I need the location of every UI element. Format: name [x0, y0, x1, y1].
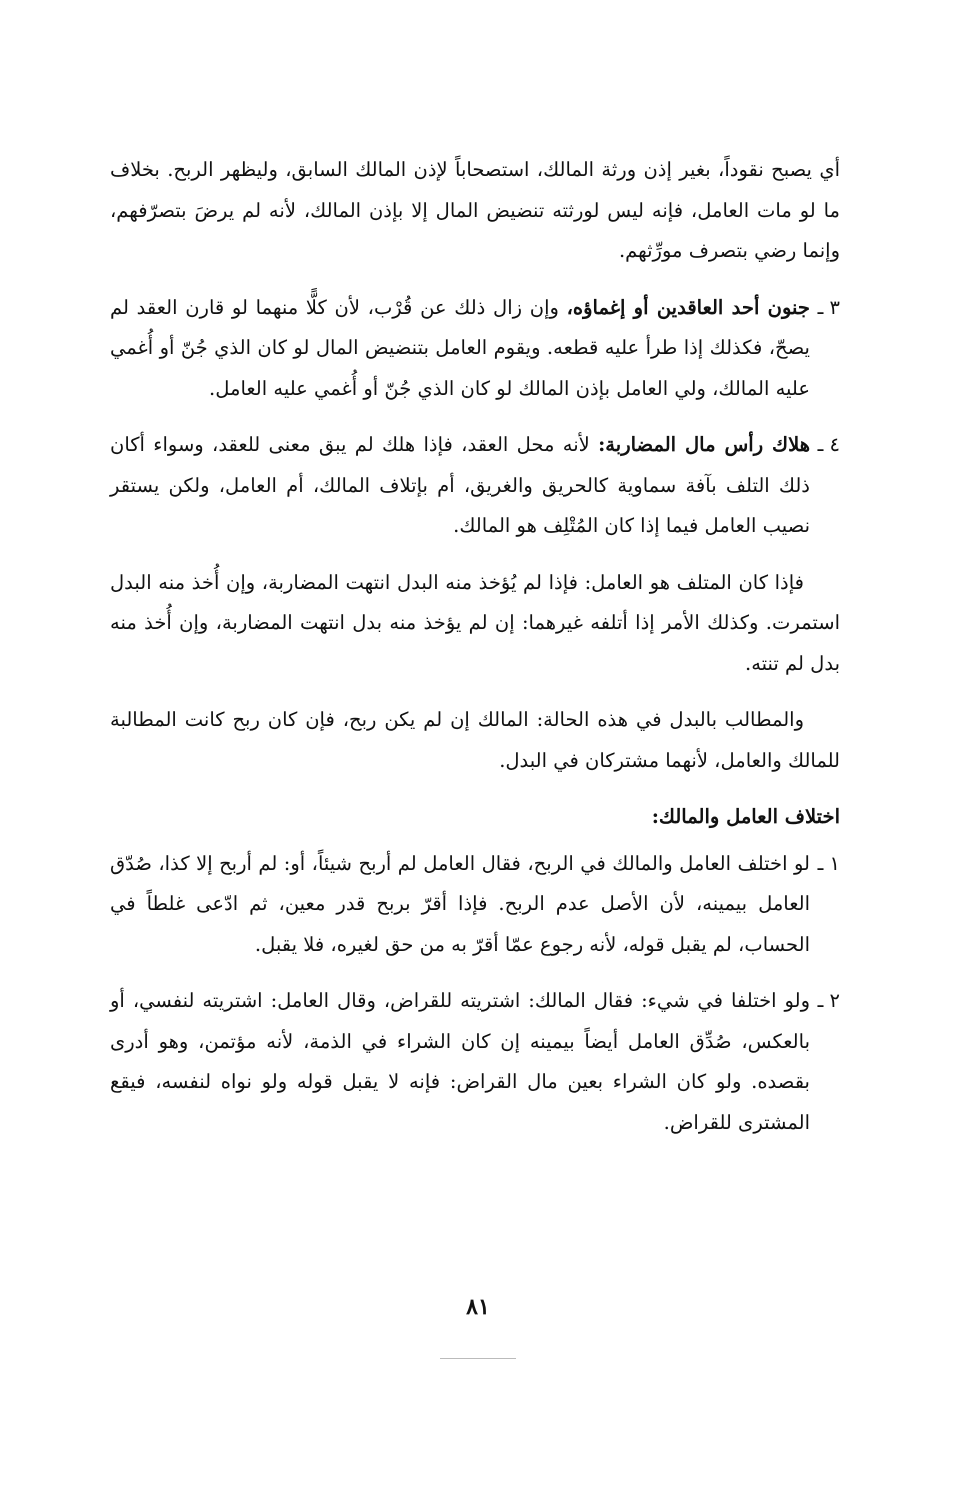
intro-paragraph: أي يصبح نقوداً، بغير إذن ورثة المالك، استصحاباً لإذن المالك السابق، وليظهر الربح. بخلاف ما لو مات العامل، فإنه ليس لورثته تنضيض المال إلا بإذن المالك، لأنه لم يرضَ بتصرّفهم، وإنما رضي بتصرف مورِّثهم.: [110, 158, 840, 262]
list-item-3: [110, 288, 840, 410]
item-body: [110, 425, 810, 547]
item-number: ٢ ـ: [817, 989, 840, 1012]
item-title: جنون أحد العاقدين أو إغماؤه،: [566, 295, 810, 319]
destroyer-paragraph: فإذا كان المتلف هو العامل: فإذا لم يُؤخذ منه البدل انتهت المضاربة، وإن أُخذ منه البدل استمرت. وكذلك الأمر إذا أتلفه غيرهما: إن لم يؤخذ منه بدل انتهت المضاربة، وإن أُخذ منه بدل لم تنته.: [110, 570, 840, 675]
item-text: ولو اختلفا في شيء: فقال المالك: اشتريته للقراض، وقال العامل: اشتريته لنفسي، أو بالعكس، صُدِّق العامل أيضاً بيمينه إن كان الشراء في الذمة، لأنه مؤتمن، وهو أدرى بقصده. ولو كان الشراء بعين مال القراض: فإنه لا يقبل قوله ولو نواه لنفسه، فيقع المشترى للقراض.: [110, 989, 810, 1134]
item-text: لو اختلف العامل والمالك في الربح، فقال العامل لم أربح شيئاً، أو: لم أربح إلا كذا، صُدّق العامل بيمينه، لأن الأصل عدم الربح. فإذا أقرّ بربح قدر معين، ثم ادّعى غلطاً في الحساب، لم يقبل قوله، لأنه رجوع عمّا أقرّ به من حق لغيره، فلا يقبل.: [110, 851, 810, 956]
section-heading: اختلاف العامل والمالك:: [651, 805, 840, 828]
list-item-dispute-1: [110, 844, 840, 966]
claimant-paragraph: والمطالب بالبدل في هذه الحالة: المالك إن لم يكن ربح، فإن كان ربح كانت المطالبة للمالك والعامل، لأنهما مشتركان في البدل.: [110, 708, 840, 772]
item-number: ١ ـ: [817, 851, 840, 875]
item-number: ٣ ـ: [817, 295, 840, 319]
list-item-4: [110, 425, 840, 547]
item-title: هلاك رأس مال المضاربة:: [598, 433, 811, 456]
list-item-dispute-2: [110, 981, 840, 1143]
item-number: ٤ ـ: [817, 433, 840, 456]
page-text: [110, 150, 840, 1159]
item-body: [110, 288, 810, 410]
page-number: ٨١: [466, 1294, 490, 1320]
footer-rule: [440, 1358, 516, 1359]
item-text: لأنه محل العقد، فإذا هلك لم يبق معنى للعقد، وسواء أكان ذلك التلف بآفة سماوية كالحريق والغريق، أم بإتلاف المالك، أم العامل، ولكن يستقر نصيب العامل فيما إذا كان المُتْلِف هو المالك.: [110, 433, 810, 537]
item-text: وإن زال ذلك عن قُرْب، لأن كلًّا منهما لو قارن العقد لم يصحّ، فكذلك إذا طرأ عليه قطعه. ويقوم العامل بتنضيض المال لو كان الذي جُنّ أو أُغمي عليه المالك، ولي العامل بإذن المالك لو كان الذي جُنّ أو أُغمي عليه العامل.: [110, 295, 810, 400]
